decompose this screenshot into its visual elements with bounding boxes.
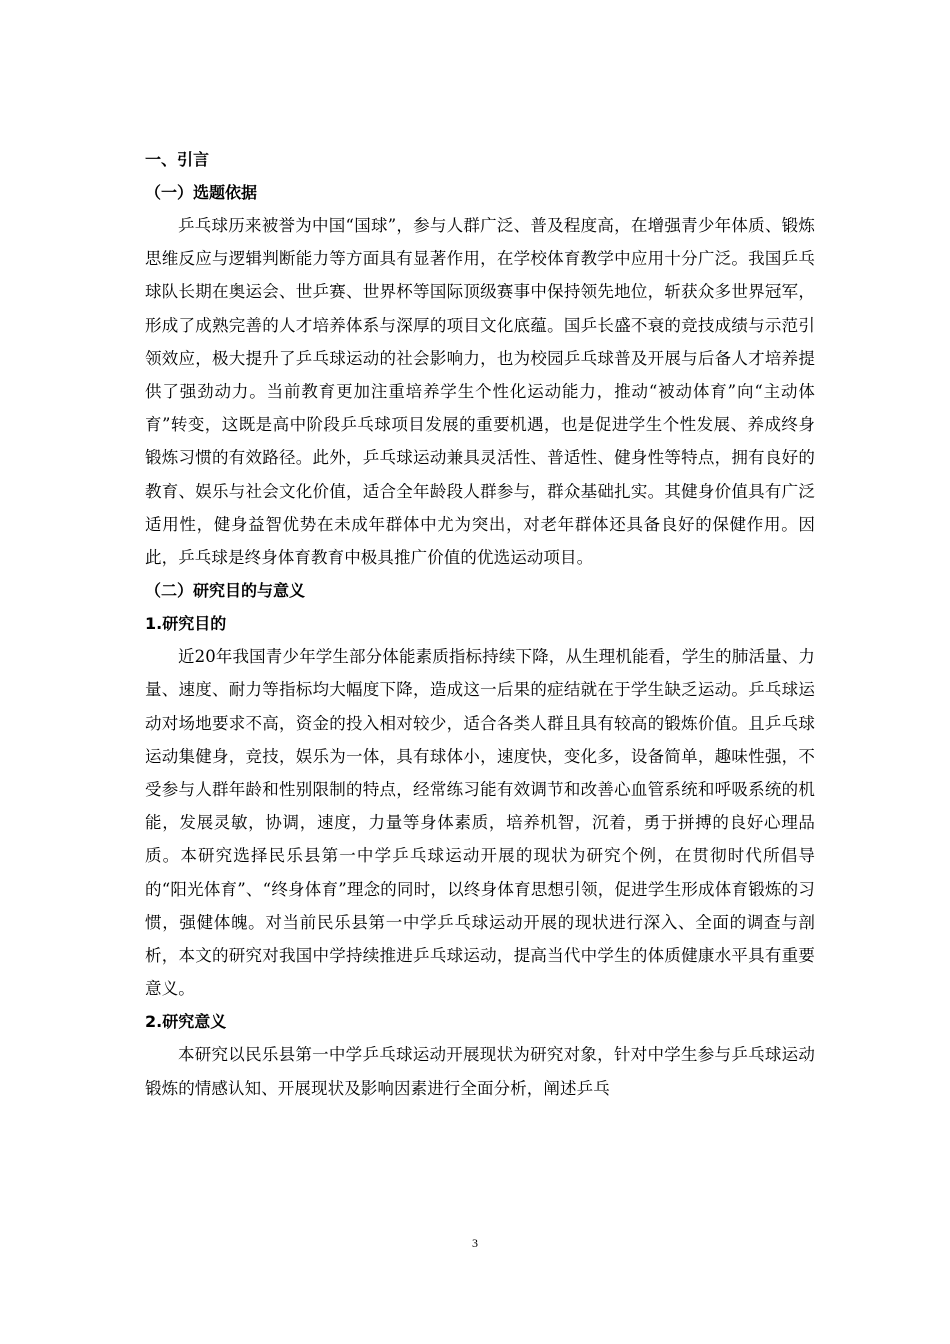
paragraph-basis: 乒乓球历来被誉为中国“国球”，参与人群广泛、普及程度高，在增强青少年体质、锻炼思维反应与逻辑判断能力等方面具有显著作用，在学校体育教学中应用十分广泛。我国乒乓球队长期在奥运会、世乒赛、世界杯等国际顶级赛事中保持领先地位，斩获众多世界冠军，形成了成熟完善的人才培养体系与深厚的项目文化底蕴。国乒长盛不衰的竞技成绩与示范引领效应，极大提升了乒乓球运动的社会影响力，也为校园乒乓球普及开展与后备人才培养提供了强劲动力。当前教育更加注重培养学生个性化运动能力，推动“被动体育”向“主动体育”转变，这既是高中阶段乒乓球项目发展的重要机遇，也是促进学生个性发展、养成终身锻炼习惯的有效路径。此外，乒乓球运动兼具灵活性、普适性、健身性等特点，拥有良好的教育、娱乐与社会文化价值，适合全年龄段人群参与，群众基础扎实。其健身价值具有广泛适用性，健身益智优势在未成年群体中尤为突出，对老年群体还具备良好的保健作用。因此，乒乓球是终身体育教育中极具推广价值的优选运动项目。 xyxy=(145,216,815,568)
paragraph-significance: 本研究以民乐县第一中学乒乓球运动开展现状为研究对象，针对中学生参与乒乓球运动锻炼的情感认知、开展现状及影响因素进行全面分析，阐述乒乓 xyxy=(145,1045,815,1098)
chapter-heading: 一、引言 xyxy=(145,150,210,169)
subsection-heading-purpose: 1.研究目的 xyxy=(145,614,227,634)
subsection-heading-significance: 2.研究意义 xyxy=(145,1012,227,1032)
section-heading-basis: （一）选题依据 xyxy=(145,183,258,202)
page-number: 3 xyxy=(472,1236,478,1250)
page-content xyxy=(145,143,815,1105)
section-heading-purpose-significance: （二）研究目的与意义 xyxy=(145,581,306,601)
paragraph-purpose: 近20年我国青少年学生部分体能素质指标持续下降，从生理机能看，学生的肺活量、力量、速度、耐力等指标均大幅度下降，造成这一后果的症结就在于学生缺乏运动。乒乓球运动对场地要求不高，资金的投入相对较少，适合各类人群且具有较高的锻炼价值。且乒乓球运动集健身，竞技，娱乐为一体，具有球体小，速度快，变化多，设备简单，趣味性强，不受参与人群年龄和性别限制的特点，经常练习能有效调节和改善心血管系统和呼吸系统的机能，发展灵敏，协调，速度，力量等身体素质，培养机智，沉着，勇于拼搏的良好心理品质。本研究选择民乐县第一中学乒乓球运动开展的现状为研究个例，在贯彻时代所倡导的“阳光体育”、“终身体育”理念的同时，以终身体育思想引领，促进学生形成体育锻炼的习惯，强健体魄。对当前民乐县第一中学乒乓球运动开展的现状进行深入、全面的调查与剖析，本文的研究对我国中学持续推进乒乓球运动，提高当代中学生的体质健康水平具有重要意义。 xyxy=(145,647,815,999)
